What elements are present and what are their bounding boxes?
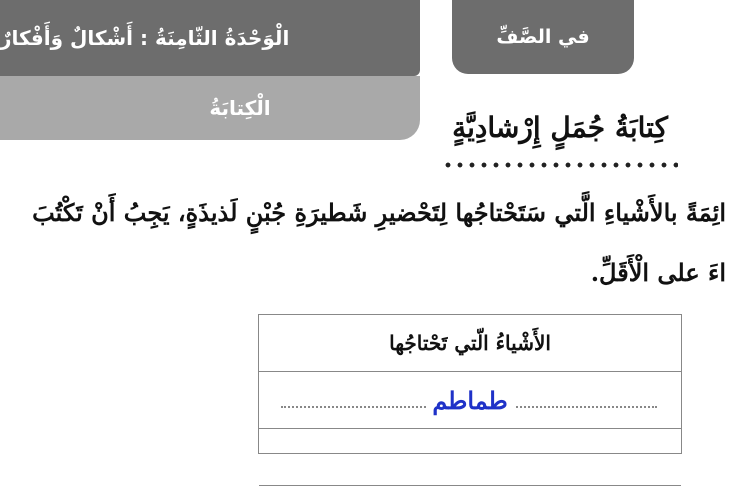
items-table [258, 314, 682, 454]
grade-tab [452, 0, 634, 74]
table-row[interactable] [259, 372, 681, 429]
items-table-header: الأَشْياءُ الّتي تَحْتاجُها [259, 315, 681, 372]
grade-label: في الصَّفِّ [496, 26, 590, 48]
unit-title-banner [0, 0, 420, 76]
instruction-line-1: ائِمَةً بالأَشْياءِ الَّتي سَتَحْتاجُها لِتَحْضيرِ شَطيرَةِ جُبْنٍ لَذيذَةٍ، يَجِبُ أَنْ تَكْتُبَ [32, 198, 726, 227]
lesson-name: الْكِتابَةُ [209, 96, 271, 120]
unit-title: الْوَحْدَةُ الثّامِنَةُ : أَشْكالٌ وَأَفْكارٌ [0, 26, 290, 50]
page-title: كِتابَةُ جُمَلٍ إِرْشادِيَّةٍ [452, 110, 668, 144]
instruction-line-2: اءَ على الْأَقَلِّ. [590, 258, 726, 287]
item-value: طماطم [426, 386, 513, 415]
title-underline-dots [442, 160, 678, 170]
lesson-banner [0, 76, 420, 140]
